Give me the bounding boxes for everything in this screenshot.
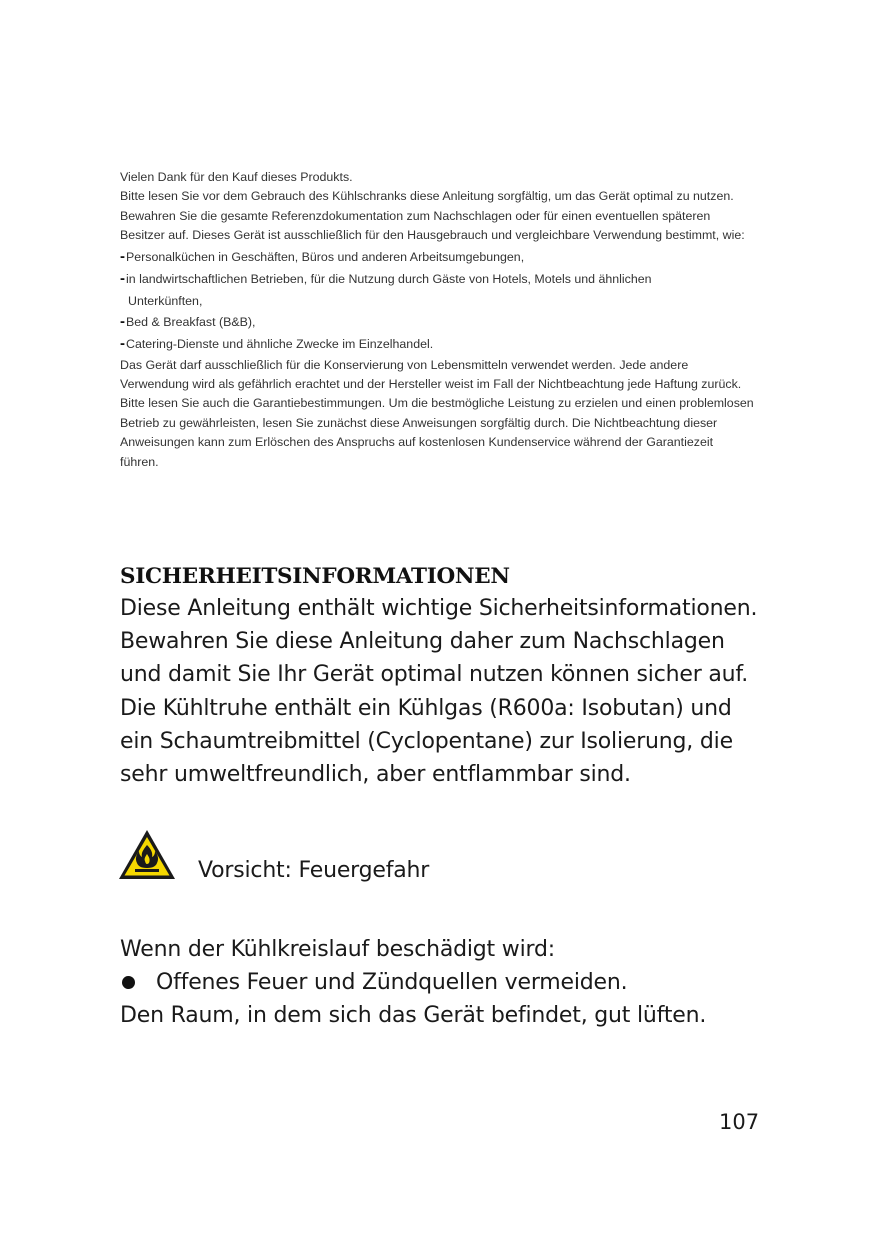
use-item-text: Catering-Dienste und ähnliche Zwecke im Einzelhandel. [126, 337, 434, 352]
use-item [120, 246, 755, 269]
safety-paragraph-1: Diese Anleitung enthält wichtige Sicherheitsinformationen. Bewahren Sie diese Anleitung daher zum Nachschlagen und damit Sie Ihr Gerät optimal nutzen können sicher auf. [120, 596, 758, 688]
use-item-continuation: Unterkünften, [128, 293, 203, 308]
use-item-text: Personalküchen in Geschäften, Büros und anderen Arbeitsumgebungen, [126, 249, 525, 264]
thank-you-line: Vielen Dank für den Kauf dieses Produkts. [120, 170, 353, 184]
damage-heading: Wenn der Kühlkreislauf beschädigt wird: [120, 937, 555, 962]
dash-bullet: - [120, 270, 125, 288]
intro-closing-paragraph: Das Gerät darf ausschließlich für die Konservierung von Lebensmitteln verwendet werden. Jede andere Verwendung wird als gefährlich erachtet und der Hersteller weist im Fall der Nichtbeachtung jede Haftung zurück. Bitte lesen Sie auch die Garantiebestimmungen. Um die bestmögliche Leistung zu erzielen und einen problemlosen Betrieb zu gewährleisten, lesen Sie zunächst diese Anweisungen sorgfältig durch. Die Nichtbeachtung dieser Anweisungen kann zum Erlöschen des Anspruchs auf kostenlosen Kundenservice während der Garantiezeit führen. [120, 357, 754, 469]
bullet-item-text: Offenes Feuer und Zündquellen vermeiden. [156, 970, 628, 996]
bullet-dot-icon [122, 976, 135, 989]
safety-section [120, 562, 770, 791]
damage-section [120, 933, 770, 1033]
section-title: SICHERHEITSINFORMATIONEN [120, 564, 510, 589]
intro-paragraph: Bitte lesen Sie vor dem Gebrauch des Kühlschranks diese Anleitung sorgfältig, um das Gerät optimal zu nutzen. Bewahren Sie die gesamte Referenzdokumentation zum Nachschlagen oder für einen eventuellen späteren Besitzer auf. Dieses Gerät ist ausschließlich für den Hausgebrauch und vergleichbare Verwendung bestimmt, wie: [120, 189, 745, 243]
bullet-item [120, 966, 770, 999]
intro-section [120, 168, 755, 472]
page-number: 107 [719, 1110, 760, 1134]
fire-warning [117, 828, 757, 884]
use-item-text: in landwirtschaftlichen Betrieben, für die Nutzung durch Gäste von Hotels, Motels und ähnlichen [126, 272, 652, 287]
ventilate-instruction: Den Raum, in dem sich das Gerät befindet, gut lüften. [120, 1003, 707, 1029]
dash-bullet: - [120, 312, 125, 330]
dash-bullet: - [120, 335, 125, 353]
use-item [120, 268, 755, 311]
safety-paragraph-2: Die Kühltruhe enthält ein Kühlgas (R600a: Isobutan) und ein Schaumtreibmittel (Cyclopentane) zur Isolierung, die sehr umweltfreundlich, aber entflammbar sind. [120, 695, 733, 788]
use-item [120, 333, 755, 356]
warning-text: Vorsicht: Feuergefahr [198, 858, 430, 883]
flammable-warning-icon [117, 828, 177, 882]
dash-bullet: - [120, 247, 125, 265]
use-item-text: Bed & Breakfast (B&B), [126, 314, 256, 329]
use-item [120, 311, 755, 334]
